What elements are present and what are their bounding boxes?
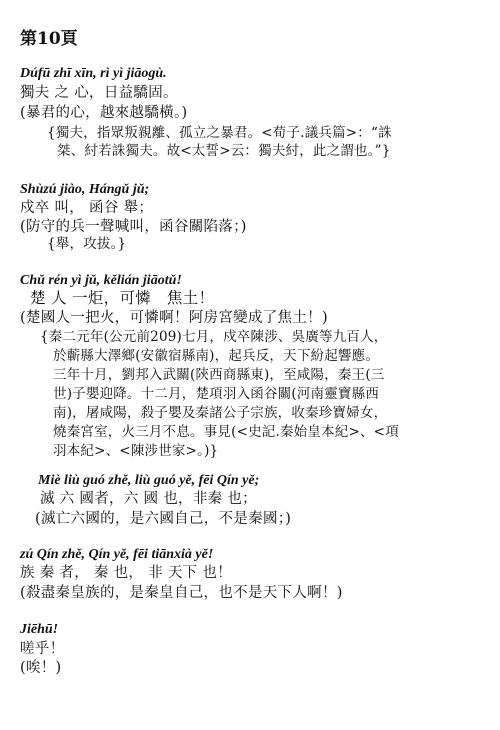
annotation-line: {舉，攻拔。} [47, 236, 127, 252]
pinyin-line: Shùzú jiào, Hángǔ jǔ; [20, 182, 150, 197]
classical-text: 獨夫 之 心，日益驕固。 [20, 85, 178, 101]
annotation-line: 世)子嬰迎降。十二月，楚項羽入函谷關(河南靈寶縣西 [53, 386, 380, 402]
translation-line: (暴君的心，越來越驕橫。) [20, 105, 188, 121]
classical-text: 滅 六 國者，六 國 也，非秦 也； [40, 491, 257, 507]
pinyin-line: zú Qín zhě, Qín yě, fēi tiānxià yě! [20, 547, 214, 562]
pinyin-line: Jiēhū! [20, 622, 59, 637]
translation-line: (滅亡六國的，是六國自己，不是秦國；) [35, 511, 292, 527]
page-title: 第10頁 [20, 29, 78, 49]
annotation-line: {獨夫，指眾叛親離、孤立之暴君。<荀子.議兵篇>：“誅 [47, 125, 392, 141]
translation-line: (楚國人一把火，可憐啊！阿房宮變成了焦土！) [20, 310, 328, 326]
pinyin-line: Chǔ rén yì jǔ, kělián jiāotǔ! [20, 273, 182, 288]
classical-text: 楚 人 一炬，可憐 焦土！ [30, 289, 215, 307]
annotation-line: 南)，屠咸陽，殺子嬰及秦諸公子宗族，收秦珍寶婦女， [53, 405, 388, 421]
annotation-line: 燒秦宮室，火三月不息。事見(<史記.秦始皇本紀>、<項 [53, 424, 399, 440]
classical-text: 嗟乎！ [20, 641, 65, 657]
translation-line: (殺盡秦皇族的，是秦皇自己，也不是天下人啊！) [20, 585, 343, 601]
annotation-line: 三年十月，劉邦入武關(陝西商縣東)，至咸陽，秦王(三 [53, 367, 385, 383]
translation-line: (防守的兵一聲喊叫，函谷關陷落；) [20, 219, 247, 235]
pinyin-line: Miè liù guó zhě, liù guó yě, fēi Qín yě; [38, 473, 260, 488]
translation-line: (唉！) [20, 660, 62, 676]
annotation-line: 羽本紀>、<陳涉世家>。)} [53, 443, 219, 459]
classical-text: 戍卒 叫， 函谷 舉； [20, 200, 154, 216]
annotation-line: 桀、紂若誅獨夫。故<太誓>云：獨夫紂，此之謂也。”} [57, 143, 391, 159]
pinyin-line: Dúfū zhī xīn, rì yì jiāogù. [20, 66, 167, 81]
classical-text: 族 秦 者， 秦 也， 非 天下 也！ [20, 565, 232, 581]
annotation-line: {秦二元年(公元前209)七月，戍卒陳涉、吳廣等九百人， [40, 329, 388, 345]
annotation-line: 於蘄縣大澤鄉(安徽宿縣南)，起兵反，天下紛起響應。 [53, 348, 380, 364]
